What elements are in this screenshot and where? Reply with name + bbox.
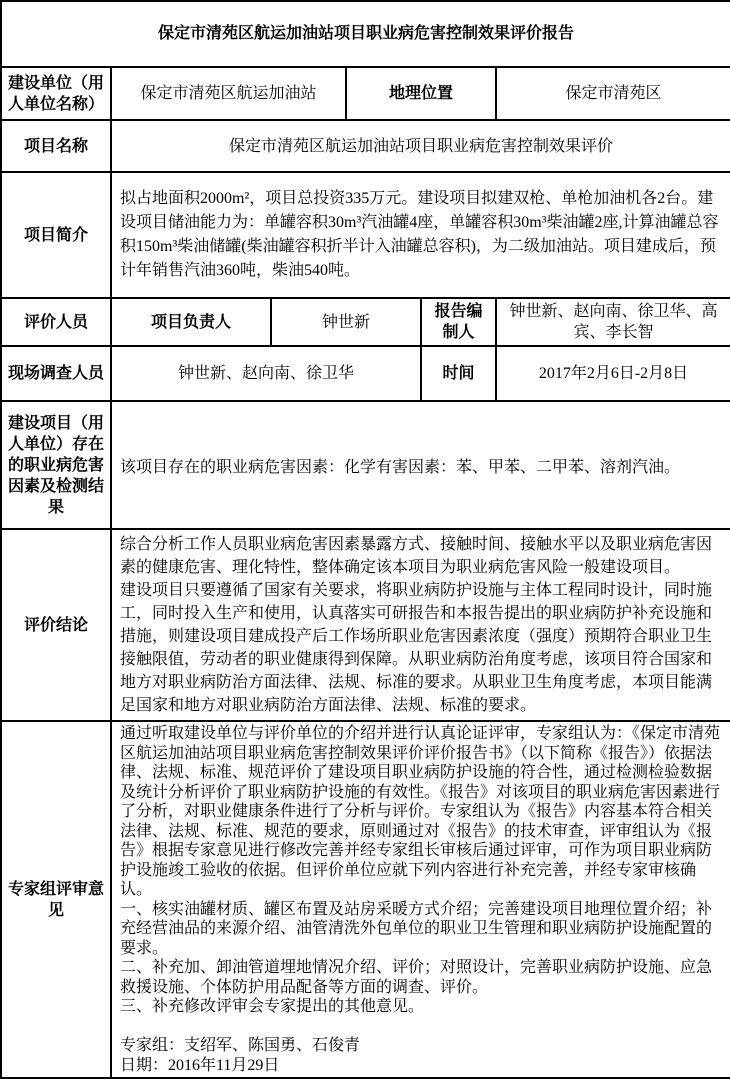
conclusion-label: 评价结论 <box>1 529 111 721</box>
geo-value: 保定市清苑区 <box>496 67 730 120</box>
geo-label: 地理位置 <box>346 67 496 120</box>
expert-review-text <box>111 721 730 1078</box>
expert-review-blank-line <box>120 1017 722 1037</box>
time-value: 2017年2月6日-2月8日 <box>496 346 730 401</box>
report-writer-label: 报告编制人 <box>421 298 496 346</box>
hazards-label: 建设项目（用人单位）存在的职业病危害因素及检测结果 <box>1 401 111 529</box>
project-leader-label: 项目负责人 <box>111 298 271 346</box>
conclusion-text <box>111 529 730 721</box>
project-leader-name: 钟世新 <box>271 298 421 346</box>
expert-review-date: 日期：2016年11月29日 <box>120 1056 280 1074</box>
expert-group-names: 专家组：支绍军、陈国勇、石俊青 <box>120 1037 361 1054</box>
unit-row <box>1 67 730 120</box>
time-label: 时间 <box>421 346 496 401</box>
hazards-text: 该项目存在的职业病危害因素：化学有害因素：苯、甲苯、二甲苯、溶剂汽油。 <box>111 401 730 529</box>
survey-staff-names: 钟世新、赵向南、徐卫华 <box>111 346 421 401</box>
expert-review-paragraph: 通过听取建设单位与评价单位的介绍并进行认真论证评审，专家组认为：《保定市清苑区航运加油站项目职业病危害控制效果评价评价报告书》（以下简称《报告》）依据法律、法规、标准、规范评价了建设项目职业病防护设施的符合性，通过检测检验数据及统计分析评价了职业病防护设施的有效性。《报告》对该项目的职业病危害因素进行了分析，对职业健康条件进行了分析与评价。专家组认为《报告》内容基本符合相关法律、法规、标准、规范的要求，原则通过对《报告》的技术审查，评审组认为《报告》根据专家意见进行修改完善并经专家组长审核后通过评审，可作为项目职业病防护设施竣工验收的依据。但评价单位应就下列内容进行补充完善，并经专家审核确认。 <box>120 725 721 898</box>
survey-staff-label: 现场调查人员 <box>1 346 111 401</box>
conclusion-paragraph: 建设项目只要遵循了国家有关要求，将职业病防护设施与主体工程同时设计，同时施工，同时投入生产和使用，认真落实可研报告和本报告提出的职业病防护补充设施和措施，则建设项目建成投产后工作场所职业危害因素浓度（强度）预期符合职业卫生接触限值，劳动者的职业健康得到保障。从职业病防治角度考虑，该项目符合国家和地方对职业病防治方面法律、法规、标准的要求。从职业卫生角度考虑，本项目能满足国家和地方对职业病防治方面法律、法规、标准的要求。 <box>120 582 713 714</box>
project-name-label: 项目名称 <box>1 120 111 172</box>
expert-review-paragraph: 三、补充修改评审会专家提出的其他意见。 <box>120 998 425 1015</box>
survey-row <box>1 346 730 401</box>
project-name-value: 保定市清苑区航运加油站项目职业病危害控制效果评价 <box>111 120 730 172</box>
unit-value: 保定市清苑区航运加油站 <box>111 67 346 120</box>
report-title: 保定市清苑区航运加油站项目职业病危害控制效果评价报告 <box>1 1 730 67</box>
project-intro-label: 项目简介 <box>1 172 111 298</box>
project-name-row <box>1 120 730 172</box>
expert-review-paragraph: 一、核实油罐材质、罐区布置及站房采暖方式介绍；完善建设项目地理位置介绍；补充经营油品的来源介绍、油管清洗外包单位的职业卫生管理和职业病防护设施配置的要求。 <box>120 900 713 957</box>
unit-label: 建设单位（用人单位名称） <box>1 67 111 120</box>
conclusion-row <box>1 529 730 721</box>
hazards-row <box>1 401 730 529</box>
evaluators-label: 评价人员 <box>1 298 111 346</box>
expert-review-label: 专家组评审意见 <box>1 721 111 1078</box>
project-intro-text: 拟占地面积2000m²，项目总投资335万元。建设项目拟建双枪、单枪加油机各2台。建设项目储油能力为：单罐容积30m³汽油罐4座，单罐容积30m³柴油罐2座,计算油罐总容积150m³柴油储罐(柴油罐容积折半计入油罐总容积)，为二级加油站。项目建成后，预计年销售汽油360吨，柴油540吨。 <box>111 172 730 298</box>
conclusion-paragraph: 综合分析工作人员职业病危害因素暴露方式、接触时间、接触水平以及职业病危害因素的健康危害、理化特性，整体确定该本项目为职业病危害风险一般建设项目。 <box>120 536 713 576</box>
project-intro-row <box>1 172 730 298</box>
report-writer-names: 钟世新、赵向南、徐卫华、高宾、李长智 <box>496 298 730 346</box>
evaluators-row <box>1 298 730 346</box>
expert-review-row <box>1 721 730 1078</box>
expert-review-paragraph: 二、补充加、卸油管道埋地情况介绍、评价；对照设计，完善职业病防护设施、应急救援设施、个体防护用品配备等方面的调查、评价。 <box>120 959 713 996</box>
title-row <box>1 1 730 67</box>
